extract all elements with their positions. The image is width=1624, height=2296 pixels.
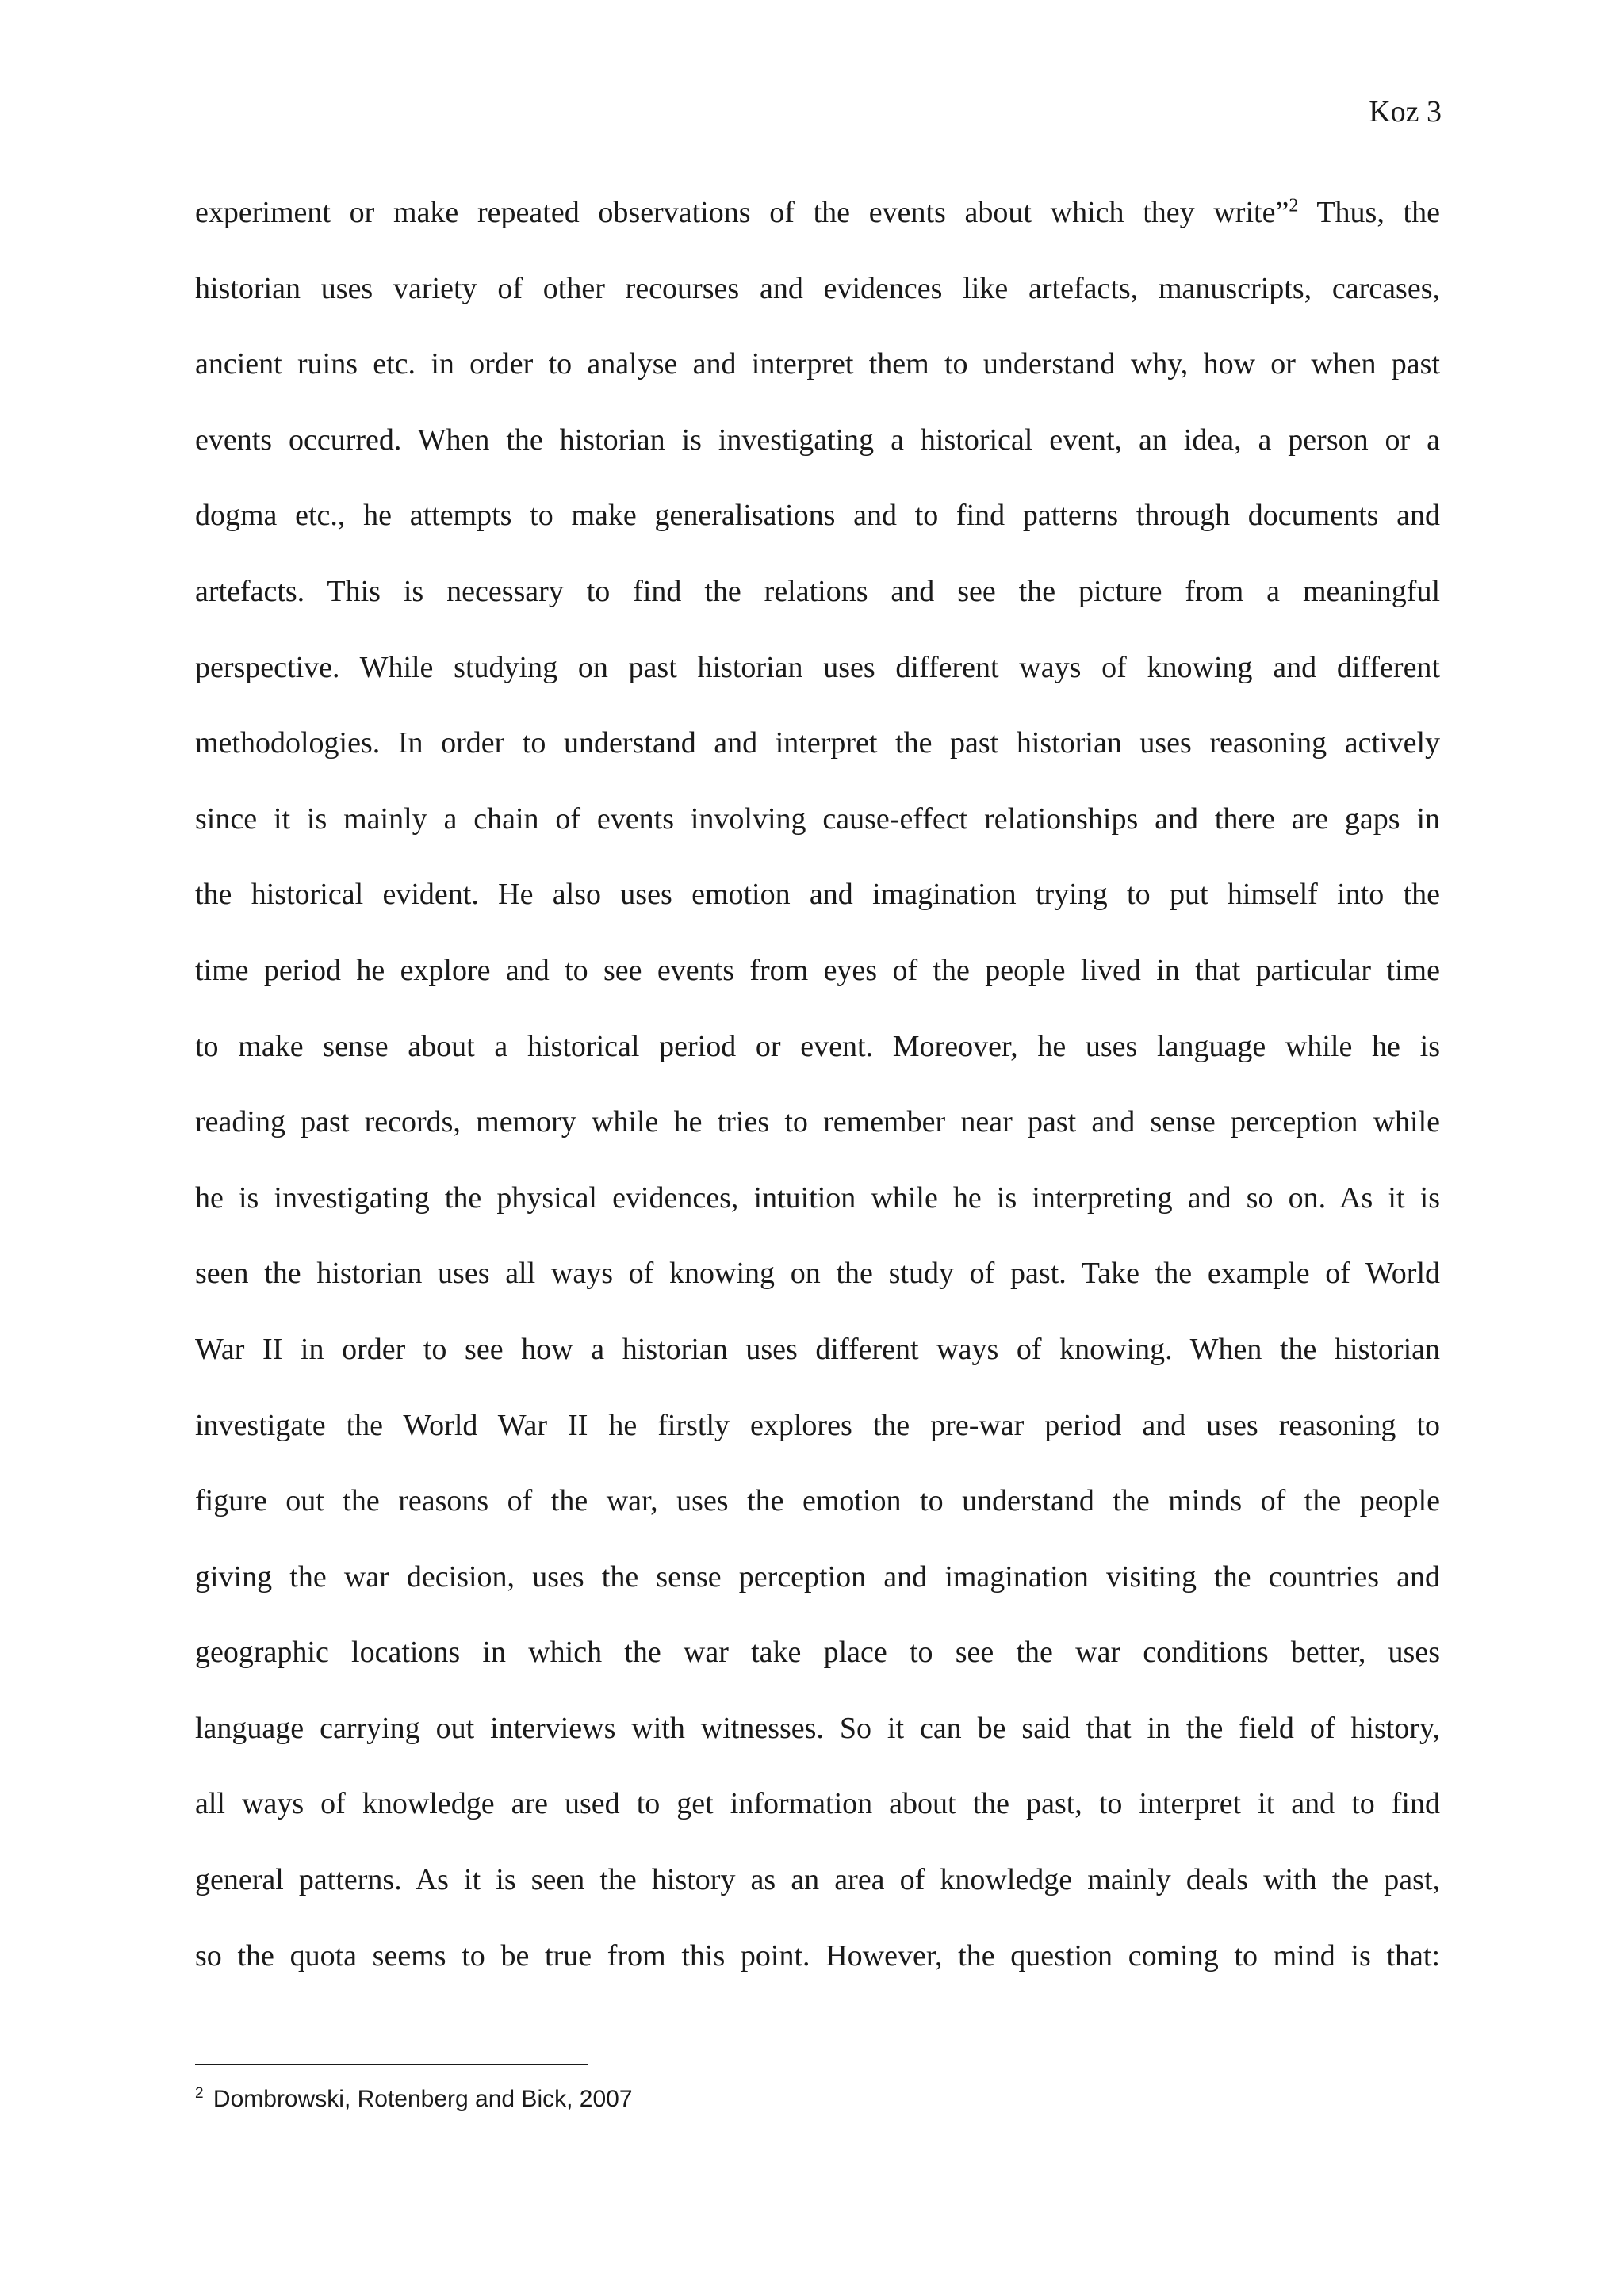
- body-line: the historical evident. He also uses emotion and imagination trying to put himself into the: [195, 878, 1440, 912]
- body-line: giving the war decision, uses the sense perception and imagination visiting the countries and: [195, 1559, 1440, 1594]
- body-line: so the quota seems to be true from this point. However, the question coming to mind is that:: [195, 1938, 1440, 1973]
- body-line: geographic locations in which the war take place to see the war conditions better, uses: [195, 1636, 1440, 1670]
- body-line: to make sense about a historical period or event. Moreover, he uses language while he is: [195, 1029, 1440, 1063]
- footnote: [195, 2084, 633, 2115]
- footnote-separator: [195, 2064, 588, 2065]
- body-line: artefacts. This is necessary to find the relations and see the picture from a meaningful: [195, 574, 1440, 608]
- body-line: seen the historian uses all ways of knowing on the study of past. Take the example of World: [195, 1257, 1440, 1291]
- body-line: all ways of knowledge are used to get information about the past, to interpret it and to find: [195, 1787, 1440, 1821]
- body-line: ancient ruins etc. in order to analyse and interpret them to understand why, how or when past: [195, 347, 1440, 381]
- body-line: [195, 190, 1440, 266]
- body-line: investigate the World War II he firstly explores the pre-war period and uses reasoning to: [195, 1408, 1440, 1442]
- body-line: historian uses variety of other recourses and evidences like artefacts, manuscripts, carcases,: [195, 271, 1440, 305]
- body-line: reading past records, memory while he tries to remember near past and sense perception while: [195, 1105, 1440, 1139]
- body-line: time period he explore and to see events from eyes of the people lived in that particular time: [195, 953, 1440, 987]
- body-line: he is investigating the physical evidences, intuition while he is interpreting and so on. As it is: [195, 1181, 1440, 1215]
- body-line: perspective. While studying on past historian uses different ways of knowing and different: [195, 650, 1440, 684]
- body-line: War II in order to see how a historian uses different ways of knowing. When the historian: [195, 1332, 1440, 1366]
- page-number-header: Koz 3: [1369, 95, 1442, 128]
- body-paragraph: [195, 190, 1440, 2009]
- body-line: general patterns. As it is seen the history as an area of knowledge mainly deals with the past,: [195, 1863, 1440, 1897]
- footnote-reference[interactable]: 2: [1289, 195, 1299, 216]
- body-line: dogma etc., he attempts to make generalisations and to find patterns through documents and: [195, 499, 1440, 533]
- footnote-text: Dombrowski, Rotenberg and Bick, 2007: [206, 2086, 633, 2112]
- body-line-text: Thus, the: [1298, 196, 1440, 229]
- body-line: events occurred. When the historian is investigating a historical event, an idea, a person or a: [195, 423, 1440, 457]
- body-line-text: experiment or make repeated observations of the events about which they write”: [195, 196, 1289, 229]
- body-line: since it is mainly a chain of events involving cause-effect relationships and there are gaps in: [195, 802, 1440, 836]
- body-line: methodologies. In order to understand and interpret the past historian uses reasoning actively: [195, 726, 1440, 760]
- footnote-number: 2: [195, 2085, 204, 2102]
- body-line: figure out the reasons of the war, uses the emotion to understand the minds of the people: [195, 1484, 1440, 1518]
- body-line: language carrying out interviews with witnesses. So it can be said that in the field of history,: [195, 1711, 1440, 1745]
